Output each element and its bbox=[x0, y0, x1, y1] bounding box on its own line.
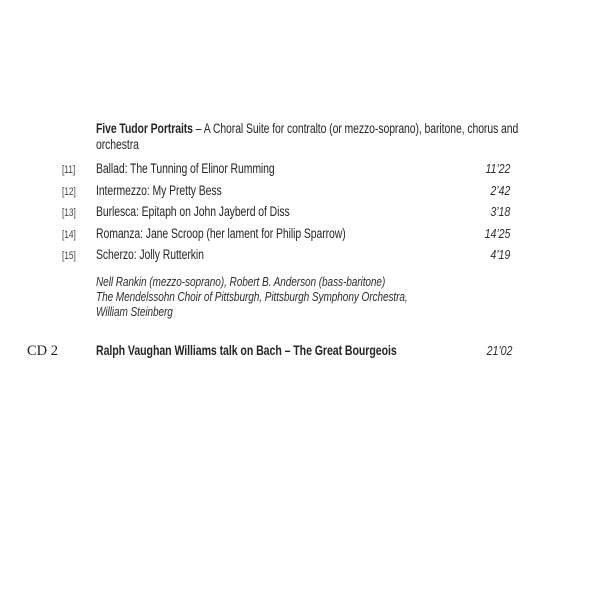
cd2-label: CD 2 bbox=[27, 342, 59, 359]
track-number: [11] bbox=[62, 164, 76, 176]
track-title: Romanza: Jane Scroop (her lament for Philip Sparrow) bbox=[96, 225, 346, 241]
track-row bbox=[0, 181, 600, 203]
track-duration: 2’42 bbox=[490, 182, 510, 198]
track-duration: 11’22 bbox=[485, 161, 510, 176]
track-number: [14] bbox=[62, 228, 76, 241]
cd2-duration: 21’02 bbox=[487, 342, 513, 358]
track-row bbox=[0, 224, 600, 246]
track-number: [15] bbox=[62, 250, 76, 263]
track-row bbox=[0, 202, 600, 224]
track-title: Intermezzo: My Pretty Bess bbox=[96, 182, 222, 198]
track-row bbox=[0, 245, 600, 267]
track-number: [13] bbox=[62, 207, 76, 220]
cd2-title: Ralph Vaughan Williams talk on Bach – The Great Bourgeois bbox=[96, 342, 397, 358]
track-number: [12] bbox=[62, 185, 76, 198]
performer-line: William Steinberg bbox=[96, 303, 173, 319]
performer-line: Nell Rankin (mezzo-soprano), Robert B. Anderson (bass-baritone) bbox=[96, 273, 386, 289]
track-duration: 4’19 bbox=[490, 247, 510, 263]
work-title-separator: – bbox=[192, 121, 204, 136]
performer-line: The Mendelssohn Choir of Pittsburgh, Pittsburgh Symphony Orchestra, bbox=[96, 288, 408, 304]
performer-credits bbox=[96, 274, 540, 319]
work-title: Five Tudor Portraits bbox=[96, 121, 193, 136]
track-title: Ballad: The Tunning of Elinor Rumming bbox=[96, 161, 275, 176]
track-row bbox=[0, 159, 600, 181]
track-title: Burlesca: Epitaph on John Jayberd of Diss bbox=[96, 204, 290, 220]
work-subtitle: A Choral Suite for contralto (or mezzo-soprano), baritone, chorus and orchestra bbox=[96, 121, 519, 152]
track-title: Scherzo: Jolly Rutterkin bbox=[96, 247, 204, 263]
cd2-row bbox=[0, 342, 600, 360]
work-header bbox=[96, 121, 545, 153]
track-duration: 14’25 bbox=[484, 225, 510, 241]
tracklist-section bbox=[0, 121, 600, 360]
track-duration: 3’18 bbox=[490, 204, 510, 220]
